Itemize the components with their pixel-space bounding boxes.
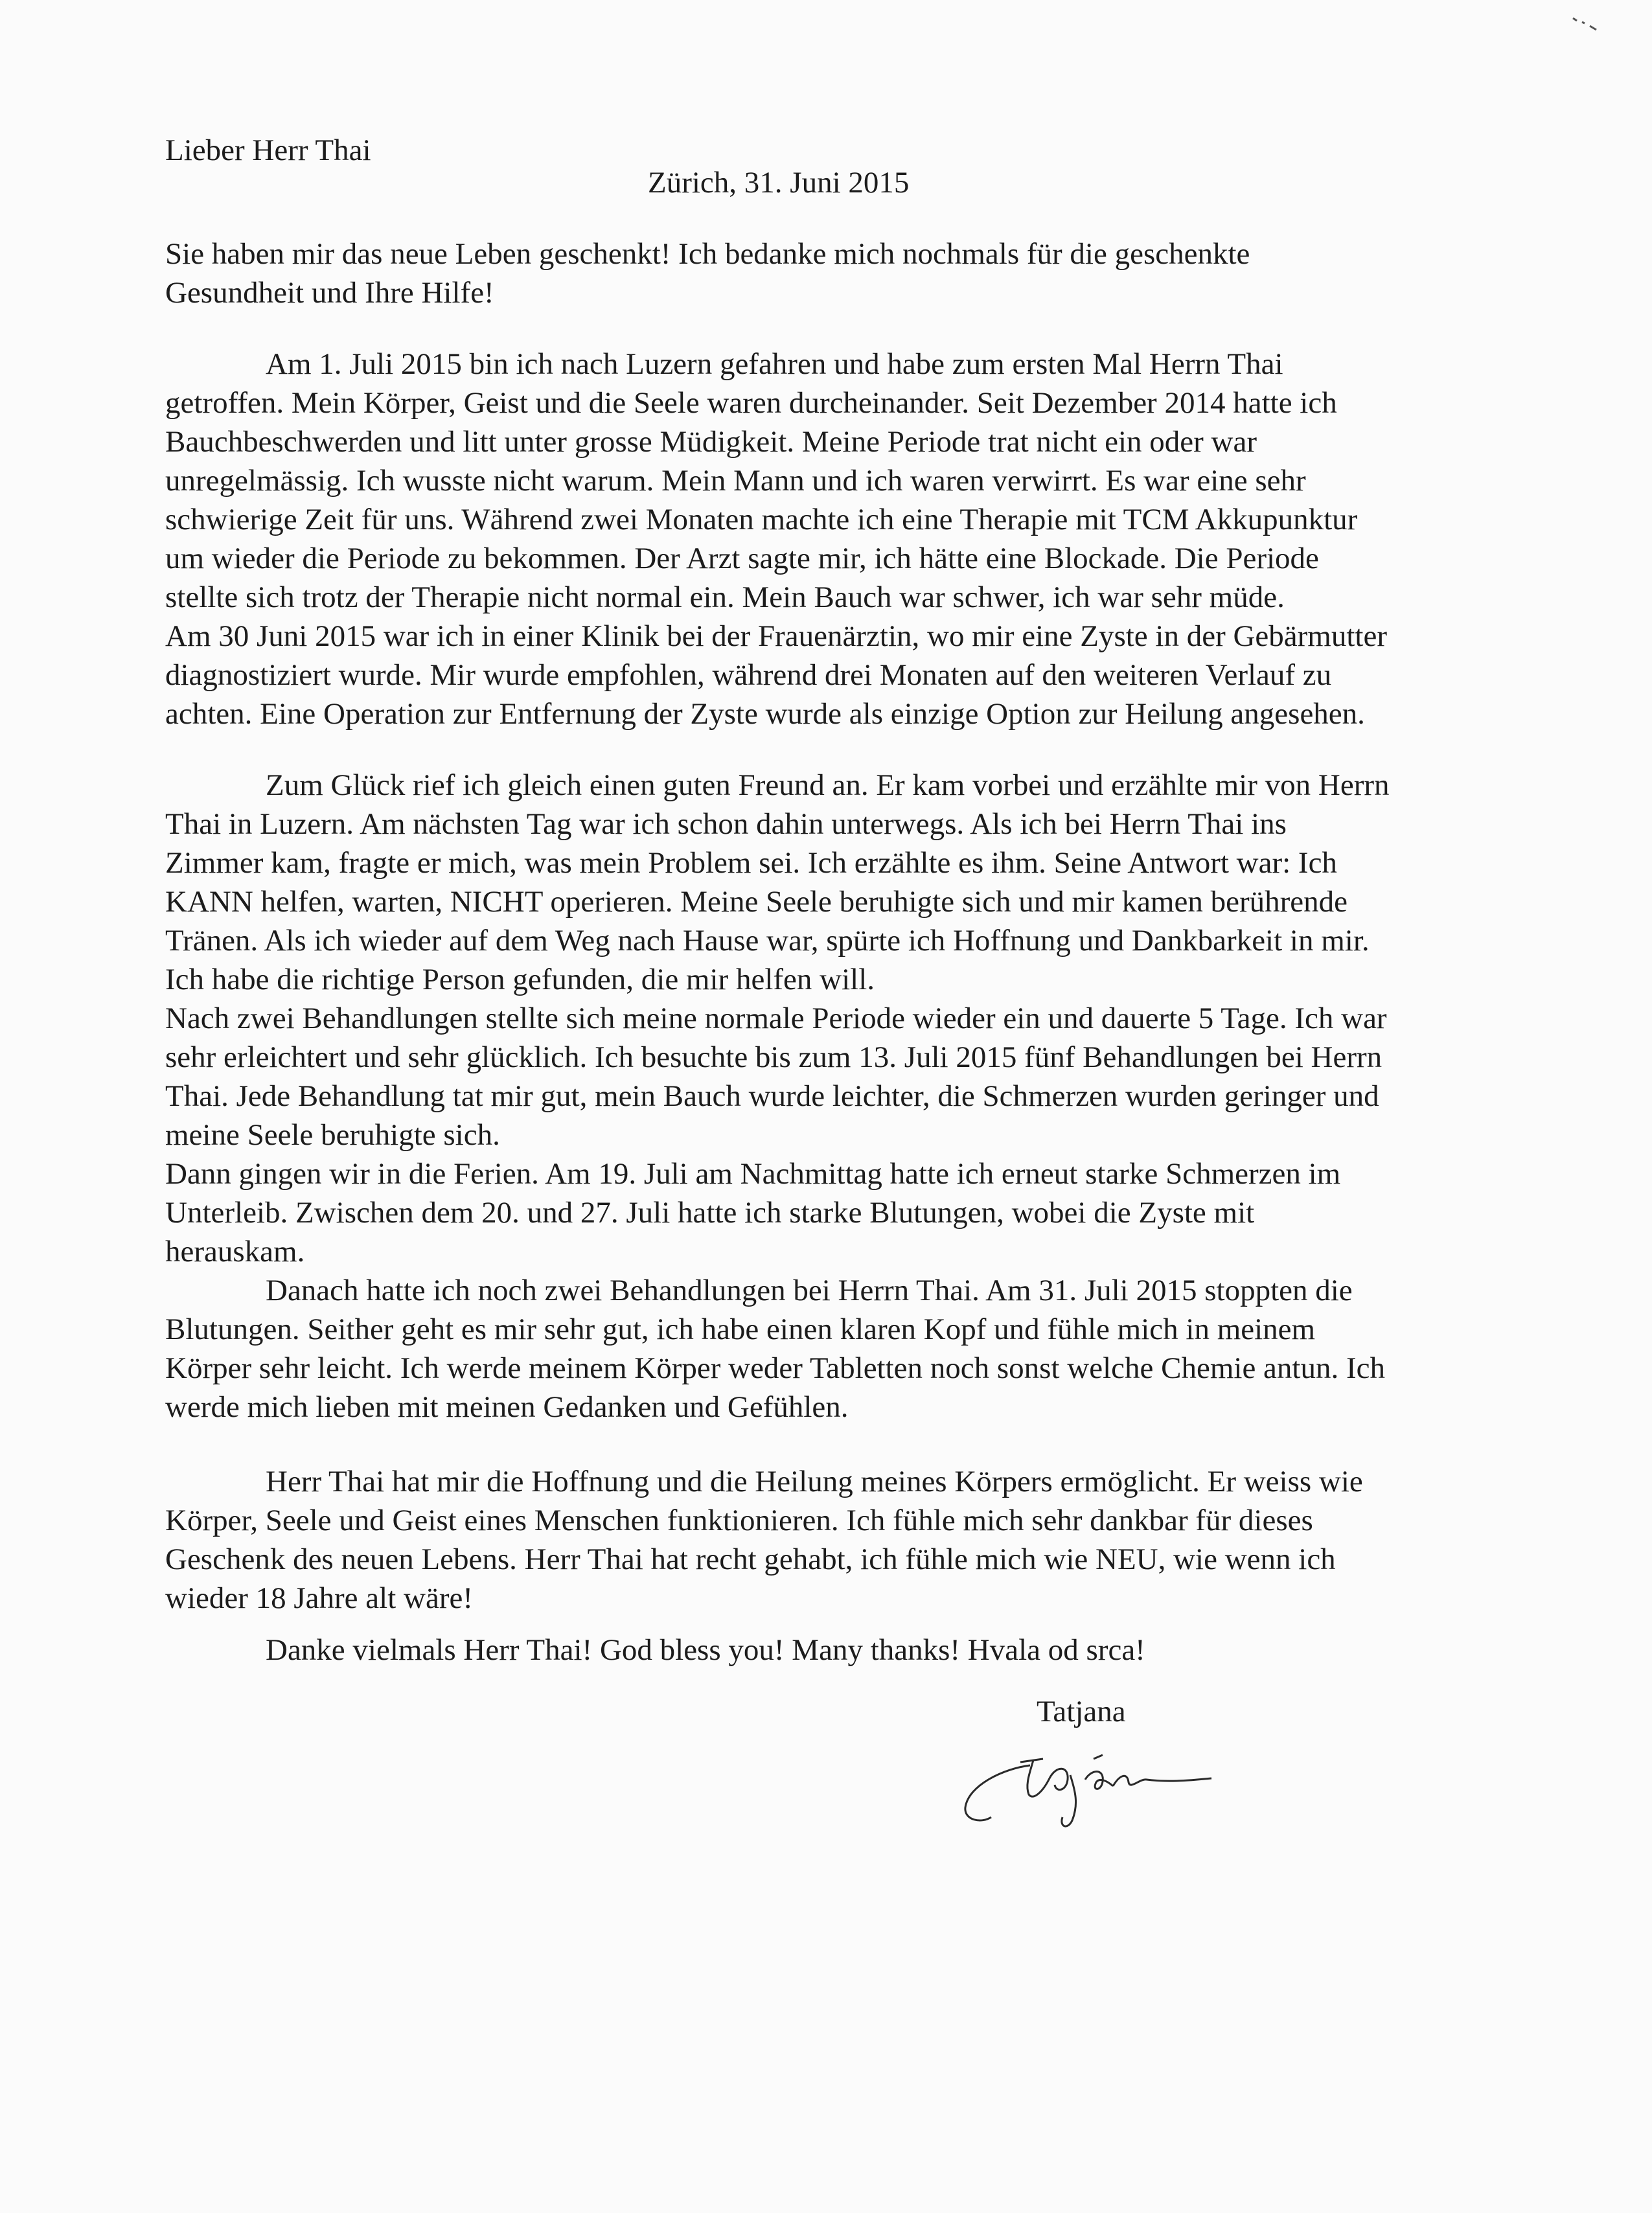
- body-line: um wieder die Periode zu bekommen. Der Arzt sagte mir, ich hätte eine Blockade. Die Periode: [165, 542, 1319, 575]
- body-line: unregelmässig. Ich wusste nicht warum. Mein Mann und ich waren verwirrt. Es war eine sehr: [165, 464, 1306, 498]
- body-line: Gesundheit und Ihre Hilfe!: [165, 276, 494, 310]
- body-line: herauskam.: [165, 1235, 305, 1268]
- body-line: Tränen. Als ich wieder auf dem Weg nach Hause war, spürte ich Hoffnung und Dankbarkeit in mir.: [165, 924, 1370, 957]
- body-line: Zimmer kam, fragte er mich, was mein Problem sei. Ich erzählte es ihm. Seine Antwort war: Ich: [165, 846, 1337, 880]
- body-line: Blutungen. Seither geht es mir sehr gut, ich habe einen klaren Kopf und fühle mich in meinem: [165, 1313, 1316, 1346]
- body-line: Geschenk des neuen Lebens. Herr Thai hat recht gehabt, ich fühle mich wie NEU, wie wenn ich: [165, 1542, 1336, 1576]
- body-line: Zum Glück rief ich gleich einen guten Freund an. Er kam vorbei und erzählte mir von Herrn: [266, 768, 1390, 802]
- body-line: Ich habe die richtige Person gefunden, die mir helfen will.: [165, 963, 875, 996]
- body-line: Unterleib. Zwischen dem 20. und 27. Juli hatte ich starke Blutungen, wobei die Zyste mit: [165, 1196, 1255, 1230]
- body-line: werde mich lieben mit meinen Gedanken und Gefühlen.: [165, 1390, 849, 1424]
- body-line: achten. Eine Operation zur Entfernung der Zyste wurde als einzige Option zur Heilung angesehen.: [165, 697, 1365, 731]
- body-line: Am 1. Juli 2015 bin ich nach Luzern gefahren und habe zum ersten Mal Herrn Thai: [266, 347, 1283, 381]
- handwritten-signature: [952, 1739, 1224, 1837]
- body-line: Körper sehr leicht. Ich werde meinem Körper weder Tabletten noch sonst welche Chemie antun. Ich: [165, 1351, 1385, 1385]
- body-line: Bauchbeschwerden und litt unter grosse Müdigkeit. Meine Periode trat nicht ein oder war: [165, 425, 1257, 459]
- body-line: getroffen. Mein Körper, Geist und die Seele waren durcheinander. Seit Dezember 2014 hatte ich: [165, 386, 1337, 420]
- body-line: diagnostiziert wurde. Mir wurde empfohlen, während drei Monaten auf den weiteren Verlauf zu: [165, 658, 1332, 692]
- body-line: Herr Thai hat mir die Hoffnung und die Heilung meines Körpers ermöglicht. Er weiss wie: [266, 1465, 1363, 1498]
- closing-line: Danke vielmals Herr Thai! God bless you! Many thanks! Hvala od srca!: [266, 1633, 1145, 1667]
- body-line: Dann gingen wir in die Ferien. Am 19. Juli am Nachmittag hatte ich erneut starke Schmerzen im: [165, 1157, 1341, 1191]
- body-line: Thai. Jede Behandlung tat mir gut, mein Bauch wurde leichter, die Schmerzen wurden geringer und: [165, 1079, 1379, 1113]
- scan-speck: [1568, 14, 1607, 34]
- body-line: meine Seele beruhigte sich.: [165, 1118, 500, 1152]
- signoff-name: Tatjana: [1037, 1695, 1126, 1728]
- body-line: Am 30 Juni 2015 war ich in einer Klinik bei der Frauenärztin, wo mir eine Zyste in der Gebärmutter: [165, 619, 1387, 653]
- body-line: KANN helfen, warten, NICHT operieren. Meine Seele beruhigte sich und mir kamen berührende: [165, 885, 1348, 919]
- date-line: Zürich, 31. Juni 2015: [648, 166, 910, 200]
- body-line: wieder 18 Jahre alt wäre!: [165, 1581, 473, 1615]
- body-line: Körper, Seele und Geist eines Menschen funktionieren. Ich fühle mich sehr dankbar für dieses: [165, 1504, 1313, 1537]
- body-line: stellte sich trotz der Therapie nicht normal ein. Mein Bauch war schwer, ich war sehr müde.: [165, 580, 1285, 614]
- body-line: Danach hatte ich noch zwei Behandlungen bei Herrn Thai. Am 31. Juli 2015 stoppten die: [266, 1274, 1353, 1307]
- salutation: Lieber Herr Thai: [165, 133, 371, 167]
- body-line: Thai in Luzern. Am nächsten Tag war ich schon dahin unterwegs. Als ich bei Herrn Thai ins: [165, 807, 1287, 841]
- body-line: sehr erleichtert und sehr glücklich. Ich besuchte bis zum 13. Juli 2015 fünf Behandlungen bei Herrn: [165, 1040, 1382, 1074]
- body-line: Sie haben mir das neue Leben geschenkt! Ich bedanke mich nochmals für die geschenkte: [165, 237, 1250, 271]
- body-line: schwierige Zeit für uns. Während zwei Monaten machte ich eine Therapie mit TCM Akkupunktur: [165, 503, 1358, 536]
- body-line: Nach zwei Behandlungen stellte sich meine normale Periode wieder ein und dauerte 5 Tage. Ich war: [165, 1002, 1387, 1035]
